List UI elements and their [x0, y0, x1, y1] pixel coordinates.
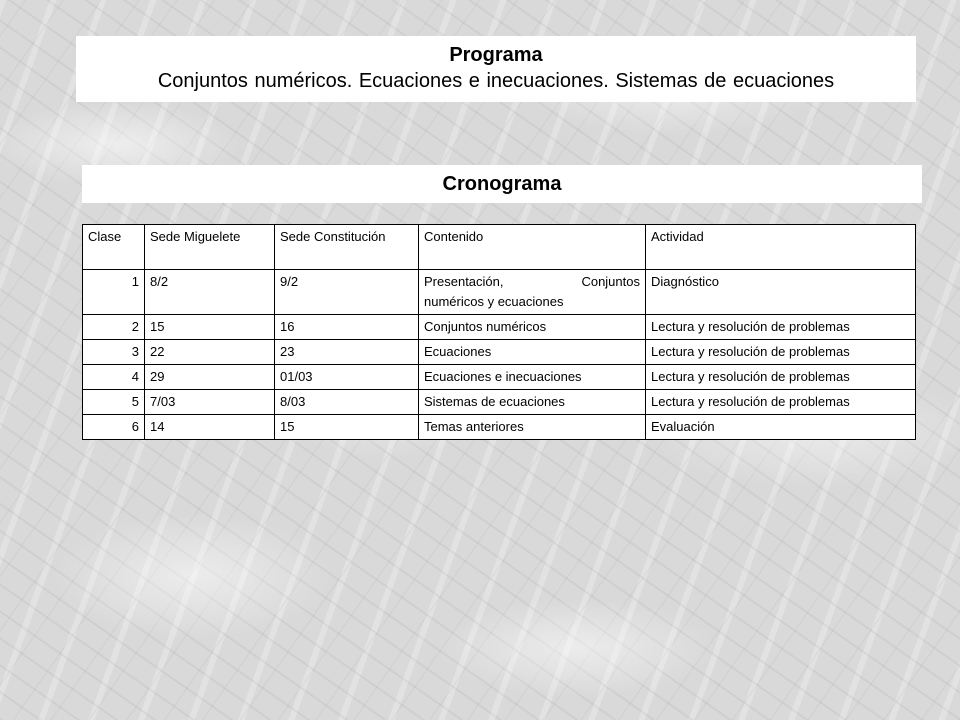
header-contenido: Contenido [419, 225, 646, 270]
cell-clase: 4 [83, 365, 145, 390]
table-row [83, 415, 916, 440]
cell-contenido-line: numéricos y ecuaciones [424, 294, 564, 309]
cell-clase: 6 [83, 415, 145, 440]
cell-constitucion: 23 [275, 340, 419, 365]
schedule-table [82, 224, 916, 440]
table-row [83, 340, 916, 365]
cell-actividad: Diagnóstico [646, 270, 916, 315]
cell-contenido-line: Presentación, Conjuntos [424, 274, 640, 289]
cell-contenido: Conjuntos numéricos [419, 315, 646, 340]
table-header-row [83, 225, 916, 270]
header-actividad: Actividad [646, 225, 916, 270]
cell-constitucion: 16 [275, 315, 419, 340]
cell-constitucion: 15 [275, 415, 419, 440]
cell-miguelete: 14 [145, 415, 275, 440]
programa-title: Programa [449, 44, 543, 66]
cell-miguelete: 22 [145, 340, 275, 365]
table-row [83, 390, 916, 415]
cell-contenido: Ecuaciones [419, 340, 646, 365]
cell-contenido: Ecuaciones e inecuaciones [419, 365, 646, 390]
cell-clase: 3 [83, 340, 145, 365]
header-sede-constitucion: Sede Constitución [275, 225, 419, 270]
programa-subtitle: Conjuntos numéricos. Ecuaciones e inecuaciones. Sistemas de ecuaciones [157, 70, 835, 92]
cell-clase: 5 [83, 390, 145, 415]
table-row [83, 270, 916, 315]
table-row [83, 365, 916, 390]
cell-actividad: Lectura y resolución de problemas [646, 365, 916, 390]
header-sede-miguelete: Sede Miguelete [145, 225, 275, 270]
cell-actividad: Lectura y resolución de problemas [646, 390, 916, 415]
cell-actividad: Lectura y resolución de problemas [646, 315, 916, 340]
cell-contenido [419, 270, 646, 315]
cronograma-box [82, 165, 922, 203]
header-clase: Clase [83, 225, 145, 270]
cell-contenido: Temas anteriores [419, 415, 646, 440]
cell-constitucion: 8/03 [275, 390, 419, 415]
cell-constitucion: 01/03 [275, 365, 419, 390]
cell-contenido: Sistemas de ecuaciones [419, 390, 646, 415]
programa-box [76, 36, 916, 102]
cell-clase: 1 [83, 270, 145, 315]
cell-actividad: Evaluación [646, 415, 916, 440]
cell-constitucion: 9/2 [275, 270, 419, 315]
cell-miguelete: 29 [145, 365, 275, 390]
cell-miguelete: 15 [145, 315, 275, 340]
cronograma-title: Cronograma [442, 173, 562, 195]
cell-miguelete: 8/2 [145, 270, 275, 315]
cell-clase: 2 [83, 315, 145, 340]
cell-miguelete: 7/03 [145, 390, 275, 415]
cell-actividad: Lectura y resolución de problemas [646, 340, 916, 365]
table-row [83, 315, 916, 340]
